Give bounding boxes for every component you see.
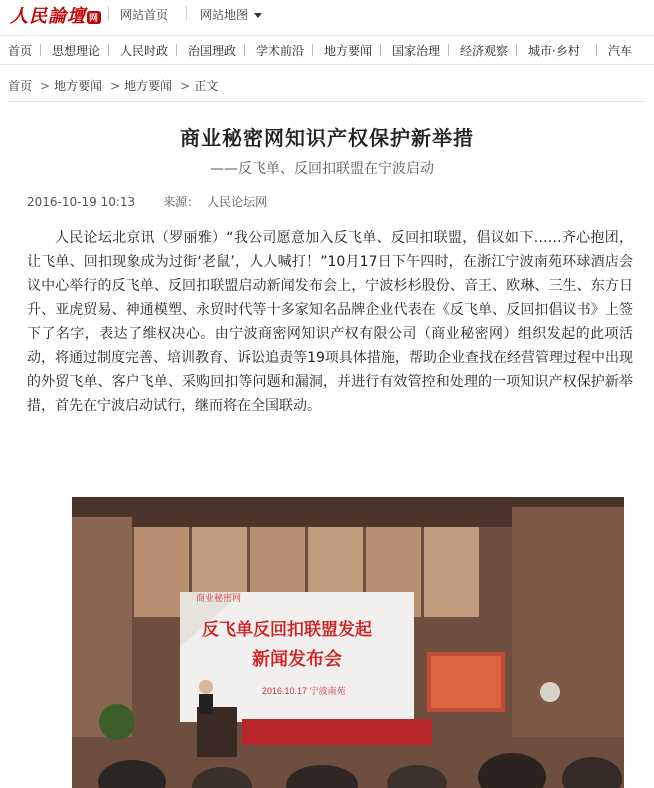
breadcrumb-current: 正文: [194, 79, 219, 93]
divider: [516, 44, 517, 56]
divider: [108, 44, 109, 56]
article-photo: [72, 497, 624, 788]
banner-line2: 新闻发布会: [252, 649, 342, 669]
divider: [448, 44, 449, 56]
nav-item-theory[interactable]: 思想理论: [52, 44, 101, 58]
nav-item-home[interactable]: 首页: [8, 44, 33, 58]
breadcrumb-home[interactable]: 首页: [8, 79, 33, 93]
photo-illustration: [72, 497, 624, 788]
breadcrumb-separator: >: [110, 79, 121, 93]
divider: [380, 44, 381, 56]
article-subtitle: ——反飞单、反回扣联盟在宁波启动: [210, 161, 434, 177]
nav-item-auto[interactable]: 汽车: [608, 44, 633, 58]
breadcrumb-separator: >: [180, 79, 191, 93]
banner-date: 2016.10.17 宁波南苑: [262, 686, 346, 696]
home-link[interactable]: 网站首页: [120, 8, 169, 22]
article-body: 人民论坛北京讯（罗丽雅）“我公司愿意加入反飞单、反回扣联盟，倡议如下……齐心抱团，让飞单、回扣现象成为过街‘老鼠’，人人喊打！”10月17日下午四时，在浙江宁波南苑环球酒店会议中心举行的反飞单、反回扣联盟启动新闻发布会上，宁波杉杉股份、音王、欧琳、三生、东方日升、亚虎贸易、神通模塑、永贸时代等十多家知名品牌企业代表在《反飞单、反回扣倡议书》上签下了名字，表达了维权决心。由宁波商密网知识产权有限公司（商业秘密网）组织发起的此项活动，将通过制度完善、培训教育、诉讼追责等19项具体措施，帮助企业查找在经营管理过程中出现的外贸飞单、客户飞单、采购回扣等问题和漏洞，并进行有效管控和处理的一项知识产权保护新举措，首先在宁波启动试行，继而将在全国联动。: [27, 230, 633, 414]
nav-item-politics[interactable]: 人民时政: [120, 44, 169, 58]
divider: [8, 101, 646, 102]
nav-item-governance[interactable]: 治国理政: [188, 44, 237, 58]
article-source[interactable]: 人民论坛网: [207, 195, 268, 209]
article-date: 2016-10-19 10:13: [27, 195, 136, 209]
article-title: 商业秘密网知识产权保护新举措: [180, 126, 474, 150]
source-label: 来源：: [163, 195, 200, 209]
nav-item-economy[interactable]: 经济观察: [460, 44, 509, 58]
divider: [596, 44, 597, 56]
nav-item-urban-rural[interactable]: 城市·乡村: [528, 44, 580, 58]
divider: [244, 44, 245, 56]
main-nav: [0, 35, 654, 65]
nav-item-national[interactable]: 国家治理: [392, 44, 441, 58]
logo-suffix: 网: [87, 11, 101, 24]
site-logo[interactable]: [10, 2, 101, 28]
nav-item-academic[interactable]: 学术前沿: [256, 44, 305, 58]
chevron-down-icon: [254, 13, 262, 18]
banner-logo: 商业秘密网: [196, 593, 242, 603]
article-meta: [27, 193, 267, 210]
sitemap-label: 网站地图: [200, 8, 249, 22]
divider: [186, 6, 187, 20]
nav-item-local[interactable]: 地方要闻: [324, 44, 373, 58]
banner-line1: 反飞单反回扣联盟发起: [202, 620, 372, 639]
divider: [40, 44, 41, 56]
breadcrumb-local[interactable]: 地方要闻: [54, 79, 103, 93]
logo-text: 人民論壇: [10, 6, 86, 27]
breadcrumb-separator: >: [40, 79, 51, 93]
divider: [312, 44, 313, 56]
divider: [108, 6, 109, 20]
breadcrumb-local-2[interactable]: 地方要闻: [124, 79, 173, 93]
breadcrumb: [8, 77, 222, 94]
top-bar: [0, 0, 654, 28]
divider: [176, 44, 177, 56]
sitemap-dropdown[interactable]: [200, 6, 262, 23]
